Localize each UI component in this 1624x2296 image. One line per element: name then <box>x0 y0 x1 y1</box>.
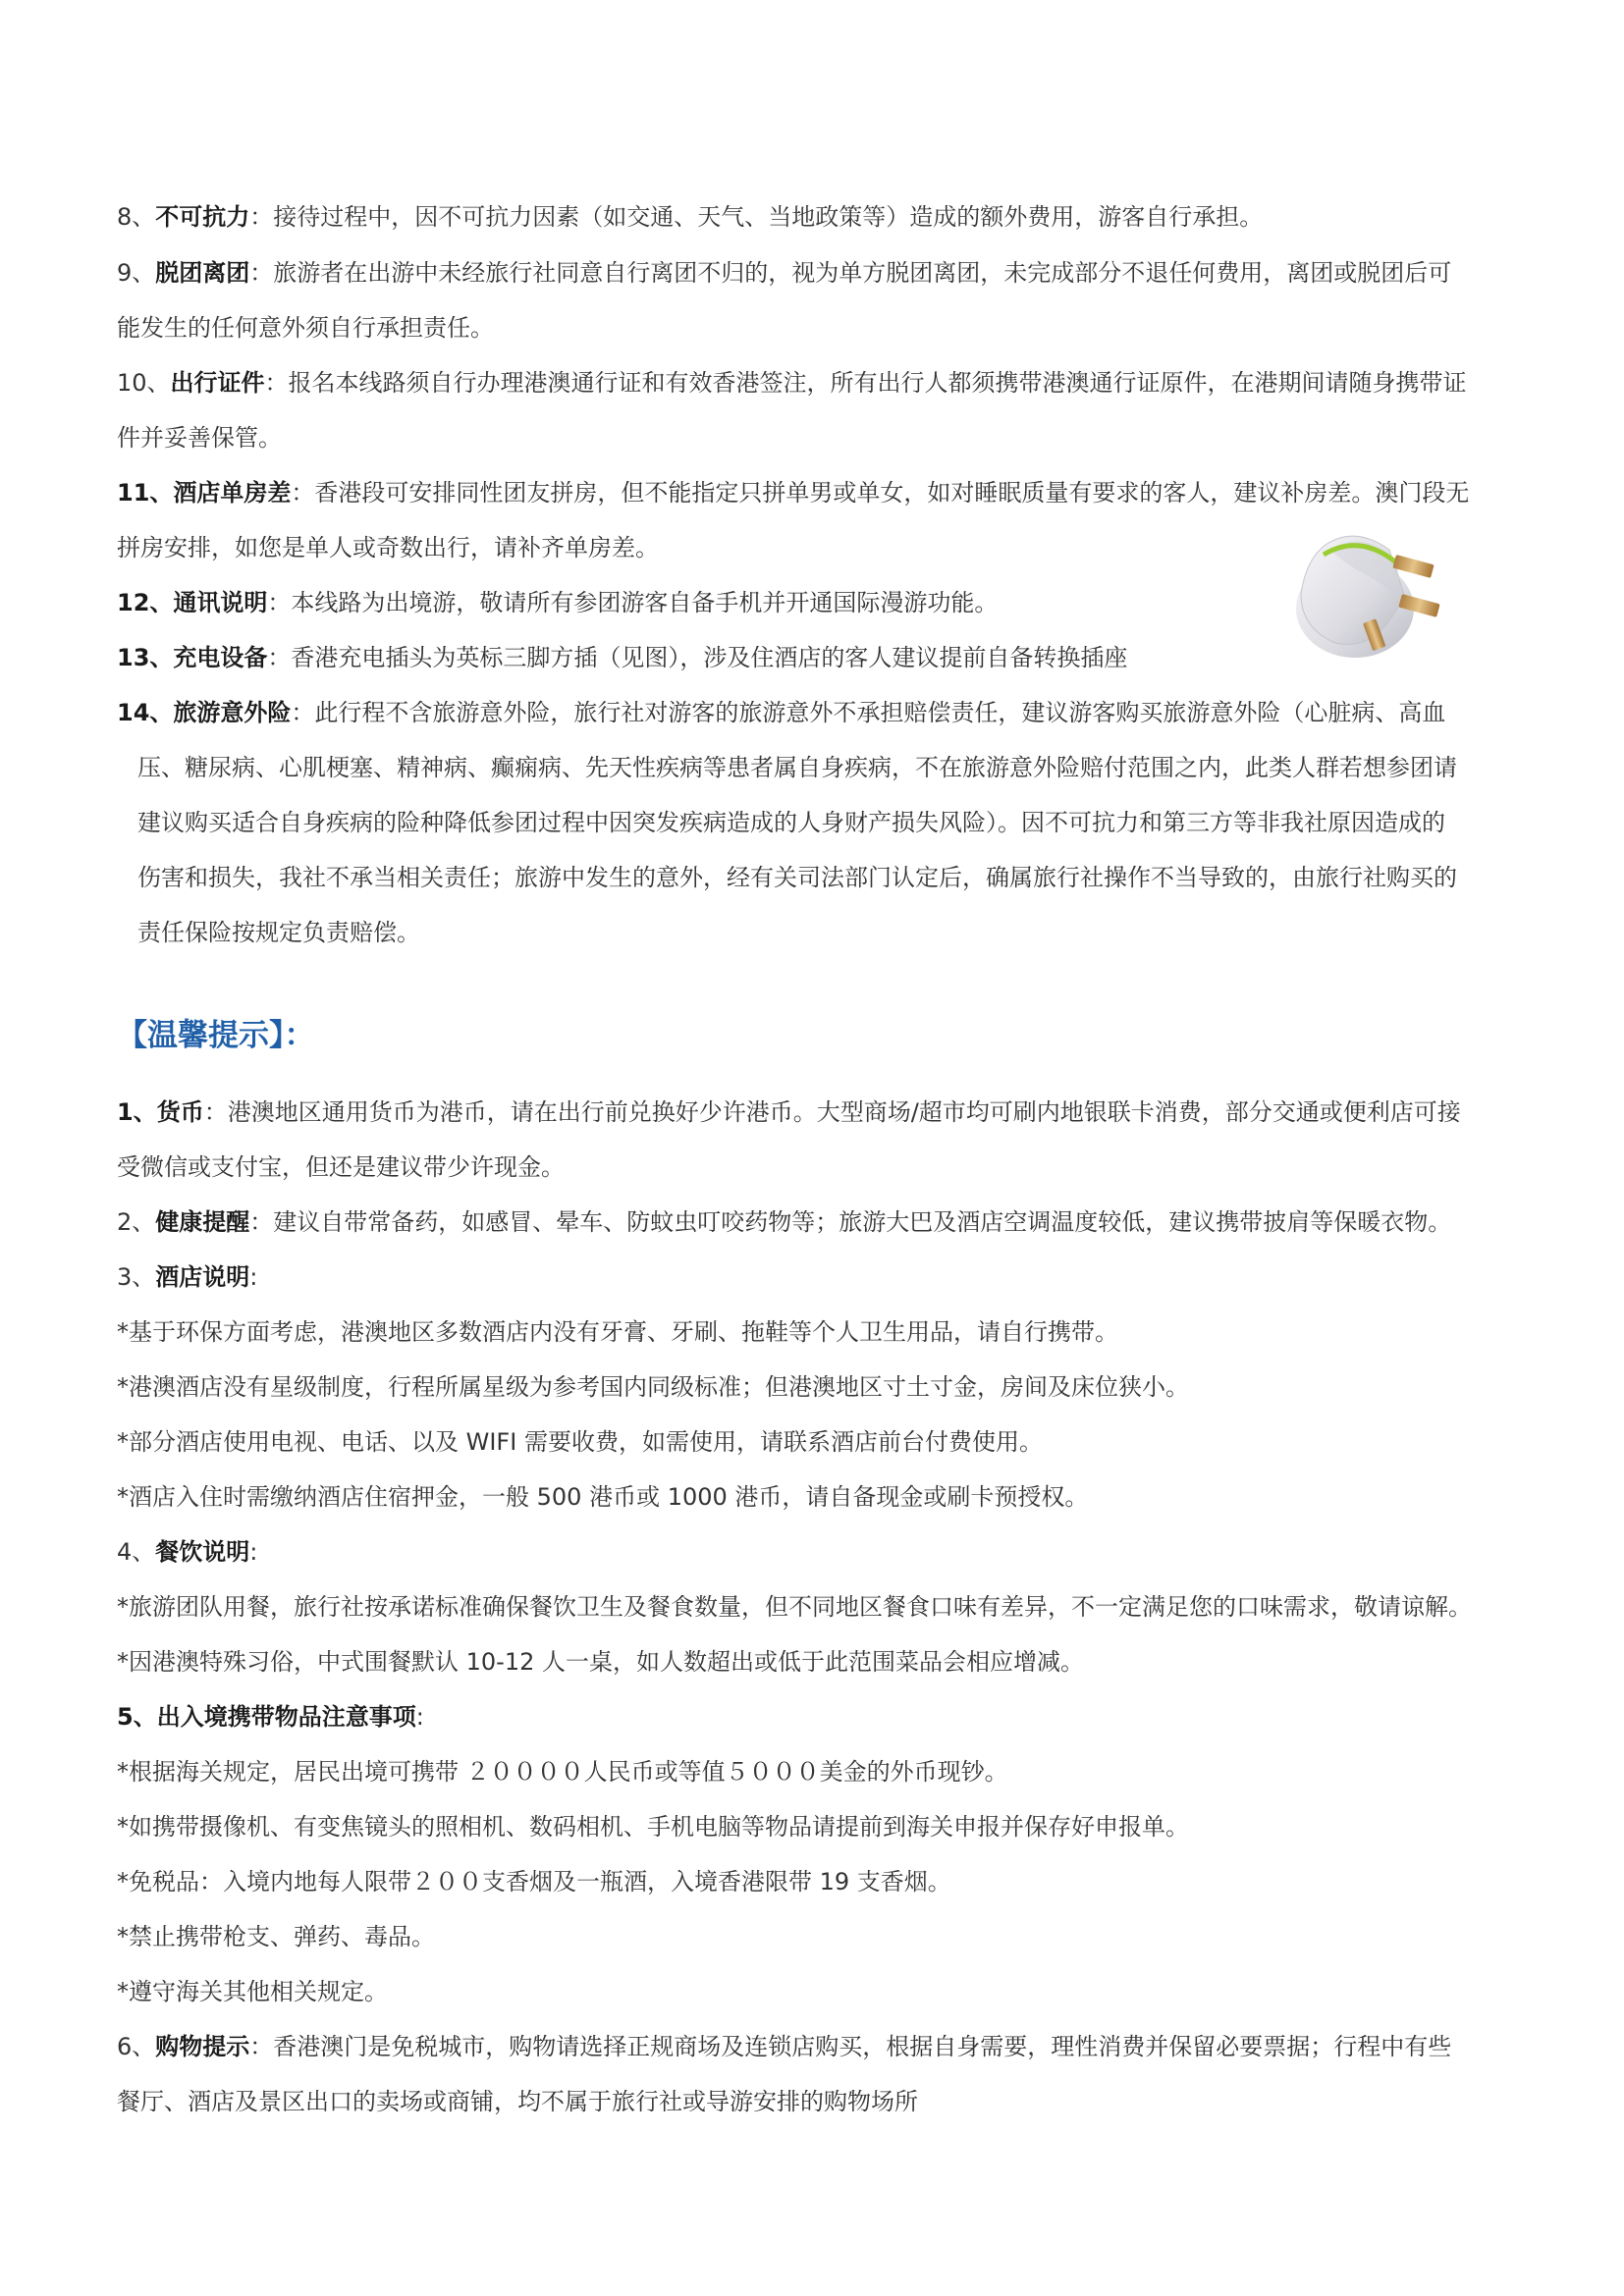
tip-customs-item-3: *免税品：入境内地每人限带２００支香烟及一瓶酒，入境香港限带 19 支香烟。 <box>117 1868 951 1896</box>
tip-hotel: 3、酒店说明: <box>117 1263 258 1291</box>
uk-plug-image <box>1286 515 1453 663</box>
tip-hotel-item-3: *部分酒店使用电视、电话、以及 WIFI 需要收费，如需使用，请联系酒店前台付费使用。 <box>117 1428 1043 1456</box>
tip-shopping-cont: 餐厅、酒店及景区出口的卖场或商铺，均不属于旅行社或导游安排的购物场所 <box>117 2088 918 2115</box>
tip-hotel-item-4: *酒店入住时需缴纳酒店住宿押金，一般 500 港币或 1000 港币，请自备现金或刷卡预授权。 <box>117 1483 1089 1511</box>
tips-title: 【温馨提示】： <box>117 1018 315 1053</box>
term-14-cont-1: 压、糖尿病、心肌梗塞、精神病、癫痫病、先天性疾病等患者属自身疾病，不在旅游意外险赔付范围之内，此类人群若想参团请 <box>137 754 1457 781</box>
tip-shopping: 6、购物提示：香港澳门是免税城市，购物请选择正规商场及连锁店购买，根据自身需要，理性消费并保留必要票据；行程中有些 <box>117 2033 1452 2060</box>
term-11: 11、酒店单房差：香港段可安排同性团友拼房，但不能指定只拼单男或单女，如对睡眠质量有要求的客人，建议补房差。澳门段无 <box>117 479 1470 507</box>
term-14-cont-3: 伤害和损失，我社不承当相关责任；旅游中发生的意外，经有关司法部门认定后，确属旅行社操作不当导致的，由旅行社购买的 <box>137 864 1457 891</box>
term-9: 9、脱团离团：旅游者在出游中未经旅行社同意自行离团不归的，视为单方脱团离团，未完成部分不退任何费用，离团或脱团后可 <box>117 259 1452 287</box>
term-14-cont-4: 责任保险按规定负责赔偿。 <box>137 919 420 946</box>
term-13: 13、充电设备：香港充电插头为英标三脚方插（见图），涉及住酒店的客人建议提前自备转换插座 <box>117 644 1128 671</box>
term-10: 10、出行证件：报名本线路须自行办理港澳通行证和有效香港签注，所有出行人都须携带港澳通行证原件，在港期间请随身携带证 <box>117 369 1467 397</box>
tip-customs-item-5: *遵守海关其他相关规定。 <box>117 1978 388 2005</box>
term-12: 12、通讯说明：本线路为出境游，敬请所有参团游客自备手机并开通国际漫游功能。 <box>117 589 999 616</box>
term-14: 14、旅游意外险：此行程不含旅游意外险，旅行社对游客的旅游意外不承担赔偿责任，建议游客购买旅游意外险（心脏病、高血 <box>117 699 1446 726</box>
tip-dining: 4、餐饮说明: <box>117 1538 258 1566</box>
tip-hotel-item-2: *港澳酒店没有星级制度，行程所属星级为参考国内同级标准；但港澳地区寸土寸金，房间及床位狭小。 <box>117 1373 1189 1401</box>
tip-customs-item-1: *根据海关规定，居民出境可携带 ２００００人民币或等值５０００美金的外币现钞。 <box>117 1758 1008 1786</box>
term-11-cont: 拼房安排，如您是单人或奇数出行，请补齐单房差。 <box>117 534 659 561</box>
term-8: 8、不可抗力：接待过程中，因不可抗力因素（如交通、天气、当地政策等）造成的额外费用，游客自行承担。 <box>117 203 1264 231</box>
tip-customs: 5、出入境携带物品注意事项: <box>117 1703 424 1731</box>
tip-dining-item-1: *旅游团队用餐，旅行社按承诺标准确保餐饮卫生及餐食数量，但不同地区餐食口味有差异，不一定满足您的口味需求，敬请谅解。 <box>117 1593 1472 1621</box>
tip-dining-item-2: *因港澳特殊习俗，中式围餐默认 10-12 人一桌，如人数超出或低于此范围菜品会相应增减。 <box>117 1648 1084 1676</box>
term-10-cont: 件并妥善保管。 <box>117 424 282 452</box>
tip-currency: 1、货币：港澳地区通用货币为港币，请在出行前兑换好少许港币。大型商场/超市均可刷内地银联卡消费，部分交通或便利店可接 <box>117 1098 1461 1126</box>
tip-currency-cont: 受微信或支付宝，但还是建议带少许现金。 <box>117 1153 565 1181</box>
tip-customs-item-4: *禁止携带枪支、弹药、毒品。 <box>117 1923 435 1950</box>
term-14-cont-2: 建议购买适合自身疾病的险种降低参团过程中因突发疾病造成的人身财产损失风险）。因不可抗力和第三方等非我社原因造成的 <box>137 809 1445 836</box>
tip-hotel-item-1: *基于环保方面考虑，港澳地区多数酒店内没有牙膏、牙刷、拖鞋等个人卫生用品，请自行携带。 <box>117 1318 1118 1346</box>
tip-customs-item-2: *如携带摄像机、有变焦镜头的照相机、数码相机、手机电脑等物品请提前到海关申报并保存好申报单。 <box>117 1813 1189 1841</box>
term-9-cont: 能发生的任何意外须自行承担责任。 <box>117 314 494 342</box>
tip-health: 2、健康提醒：建议自带常备药，如感冒、晕车、防蚊虫叮咬药物等；旅游大巴及酒店空调温度较低，建议携带披肩等保暖衣物。 <box>117 1208 1452 1236</box>
